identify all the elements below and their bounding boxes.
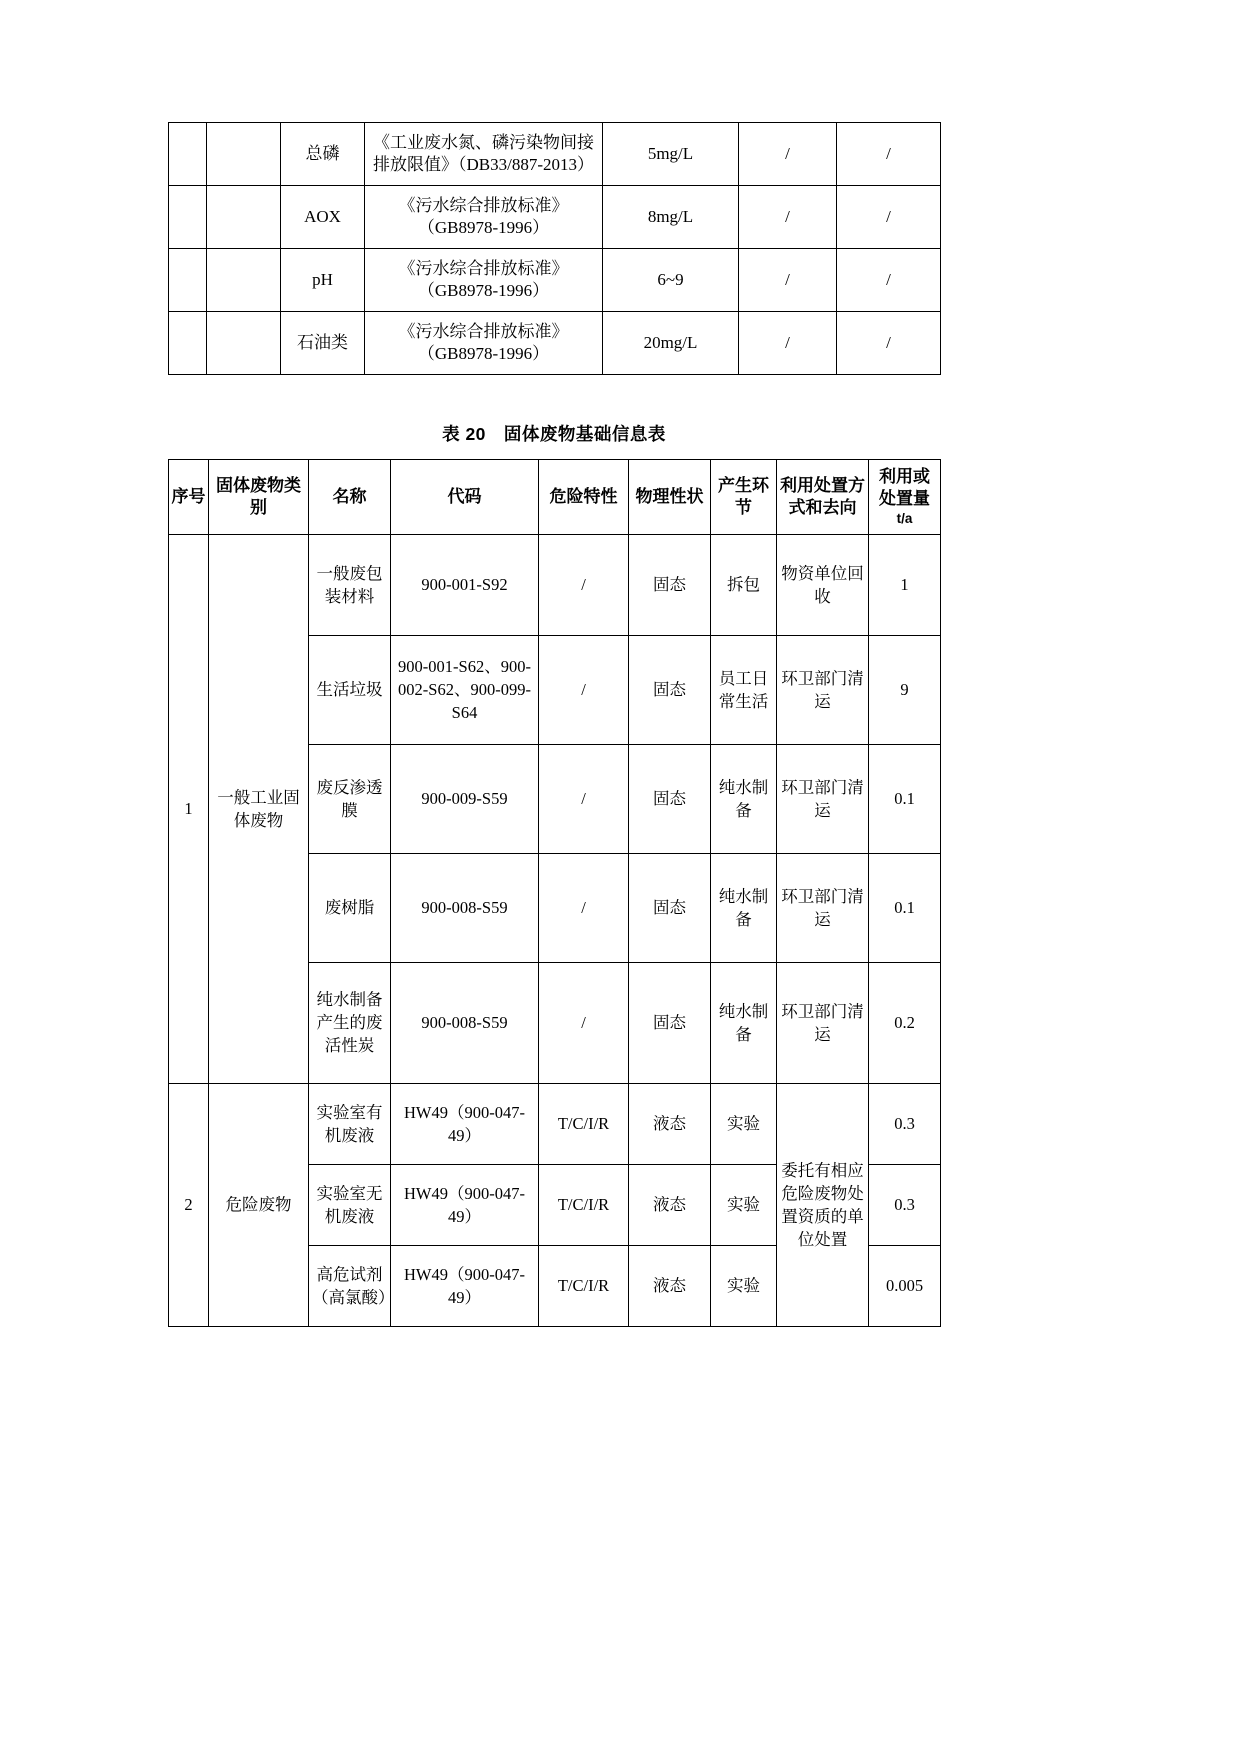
cell-disposal: 环卫部门清运 <box>777 853 869 962</box>
cell-col6: / <box>837 186 941 249</box>
cell-disposal: 环卫部门清运 <box>777 962 869 1083</box>
cell-group-category: 危险废物 <box>209 1083 309 1326</box>
cell-col6: / <box>837 249 941 312</box>
cell-pollutant-name: 石油类 <box>281 312 365 375</box>
cell-standard: 《污水综合排放标准》（GB8978-1996） <box>365 186 603 249</box>
header-stage: 产生环节 <box>711 460 777 535</box>
cell-stage: 纯水制备 <box>711 962 777 1083</box>
header-physical-state: 物理性状 <box>629 460 711 535</box>
cell-col5: / <box>739 123 837 186</box>
cell-hazard: / <box>539 744 629 853</box>
cell-stage: 实验 <box>711 1083 777 1164</box>
cell-blank-1 <box>169 123 207 186</box>
cell-waste-name: 纯水制备产生的废活性炭 <box>309 962 391 1083</box>
cell-amount: 0.1 <box>869 853 941 962</box>
cell-hazard: T/C/I/R <box>539 1164 629 1245</box>
cell-waste-code: 900-008-S59 <box>391 853 539 962</box>
cell-group-index: 2 <box>169 1083 209 1326</box>
cell-standard: 《工业废水氮、磷污染物间接排放限值》（DB33/887-2013） <box>365 123 603 186</box>
table-row <box>169 534 941 635</box>
cell-physical-state: 固态 <box>629 962 711 1083</box>
cell-disposal: 环卫部门清运 <box>777 635 869 744</box>
cell-waste-name: 实验室有机废液 <box>309 1083 391 1164</box>
cell-physical-state: 固态 <box>629 744 711 853</box>
cell-amount: 0.1 <box>869 744 941 853</box>
cell-pollutant-name: 总磷 <box>281 123 365 186</box>
table-caption: 表 20 固体废物基础信息表 <box>442 424 666 444</box>
cell-physical-state: 固态 <box>629 635 711 744</box>
cell-hazard: T/C/I/R <box>539 1245 629 1326</box>
cell-hazard: / <box>539 962 629 1083</box>
cell-stage: 实验 <box>711 1164 777 1245</box>
cell-blank-2 <box>207 312 281 375</box>
cell-stage: 实验 <box>711 1245 777 1326</box>
cell-waste-code: 900-001-S62、900-002-S62、900-099-S64 <box>391 635 539 744</box>
cell-waste-name: 实验室无机废液 <box>309 1164 391 1245</box>
header-amount-unit: t/a <box>896 511 913 527</box>
cell-waste-code: HW49（900-047-49） <box>391 1083 539 1164</box>
cell-waste-code: HW49（900-047-49） <box>391 1164 539 1245</box>
cell-blank-2 <box>207 123 281 186</box>
table-row <box>169 249 941 312</box>
cell-col5: / <box>739 186 837 249</box>
cell-stage: 拆包 <box>711 534 777 635</box>
cell-blank-1 <box>169 312 207 375</box>
cell-stage: 员工日常生活 <box>711 635 777 744</box>
table-row <box>169 1083 941 1164</box>
cell-disposal-merged: 委托有相应危险废物处置资质的单位处置 <box>777 1083 869 1326</box>
effluent-standards-table <box>168 122 941 375</box>
cell-pollutant-name: pH <box>281 249 365 312</box>
cell-amount: 1 <box>869 534 941 635</box>
cell-stage: 纯水制备 <box>711 744 777 853</box>
cell-limit-value: 8mg/L <box>603 186 739 249</box>
cell-disposal: 物资单位回收 <box>777 534 869 635</box>
cell-physical-state: 固态 <box>629 853 711 962</box>
cell-amount: 0.2 <box>869 962 941 1083</box>
cell-stage: 纯水制备 <box>711 853 777 962</box>
header-category: 固体废物类别 <box>209 460 309 535</box>
cell-waste-code: HW49（900-047-49） <box>391 1245 539 1326</box>
cell-waste-name: 一般废包装材料 <box>309 534 391 635</box>
table-row <box>169 312 941 375</box>
cell-col5: / <box>739 249 837 312</box>
cell-standard: 《污水综合排放标准》（GB8978-1996） <box>365 249 603 312</box>
page-content <box>168 122 940 1327</box>
solid-waste-table <box>168 459 941 1327</box>
cell-blank-2 <box>207 249 281 312</box>
cell-physical-state: 液态 <box>629 1083 711 1164</box>
header-disposal-method: 利用处置方式和去向 <box>777 460 869 535</box>
cell-amount: 0.005 <box>869 1245 941 1326</box>
cell-group-category: 一般工业固体废物 <box>209 534 309 1083</box>
cell-physical-state: 固态 <box>629 534 711 635</box>
cell-waste-name: 废反渗透膜 <box>309 744 391 853</box>
cell-waste-name: 废树脂 <box>309 853 391 962</box>
cell-amount: 9 <box>869 635 941 744</box>
cell-waste-name: 生活垃圾 <box>309 635 391 744</box>
cell-pollutant-name: AOX <box>281 186 365 249</box>
cell-blank-1 <box>169 249 207 312</box>
header-code: 代码 <box>391 460 539 535</box>
cell-limit-value: 5mg/L <box>603 123 739 186</box>
header-hazard: 危险特性 <box>539 460 629 535</box>
cell-blank-2 <box>207 186 281 249</box>
cell-col6: / <box>837 312 941 375</box>
table-row <box>169 123 941 186</box>
header-amount <box>869 460 941 535</box>
header-index: 序号 <box>169 460 209 535</box>
cell-waste-code: 900-001-S92 <box>391 534 539 635</box>
header-amount-label: 利用或处置量 <box>879 467 930 509</box>
cell-hazard: / <box>539 635 629 744</box>
cell-physical-state: 液态 <box>629 1164 711 1245</box>
cell-waste-name: 高危试剂（高氯酸） <box>309 1245 391 1326</box>
cell-amount: 0.3 <box>869 1083 941 1164</box>
cell-group-index: 1 <box>169 534 209 1083</box>
cell-hazard: / <box>539 853 629 962</box>
cell-waste-code: 900-009-S59 <box>391 744 539 853</box>
cell-hazard: T/C/I/R <box>539 1083 629 1164</box>
table-header-row <box>169 460 941 535</box>
header-name: 名称 <box>309 460 391 535</box>
cell-limit-value: 20mg/L <box>603 312 739 375</box>
cell-waste-code: 900-008-S59 <box>391 962 539 1083</box>
cell-amount: 0.3 <box>869 1164 941 1245</box>
cell-disposal: 环卫部门清运 <box>777 744 869 853</box>
cell-col6: / <box>837 123 941 186</box>
cell-hazard: / <box>539 534 629 635</box>
cell-physical-state: 液态 <box>629 1245 711 1326</box>
cell-blank-1 <box>169 186 207 249</box>
cell-col5: / <box>739 312 837 375</box>
table-row <box>169 186 941 249</box>
cell-limit-value: 6~9 <box>603 249 739 312</box>
cell-standard: 《污水综合排放标准》（GB8978-1996） <box>365 312 603 375</box>
